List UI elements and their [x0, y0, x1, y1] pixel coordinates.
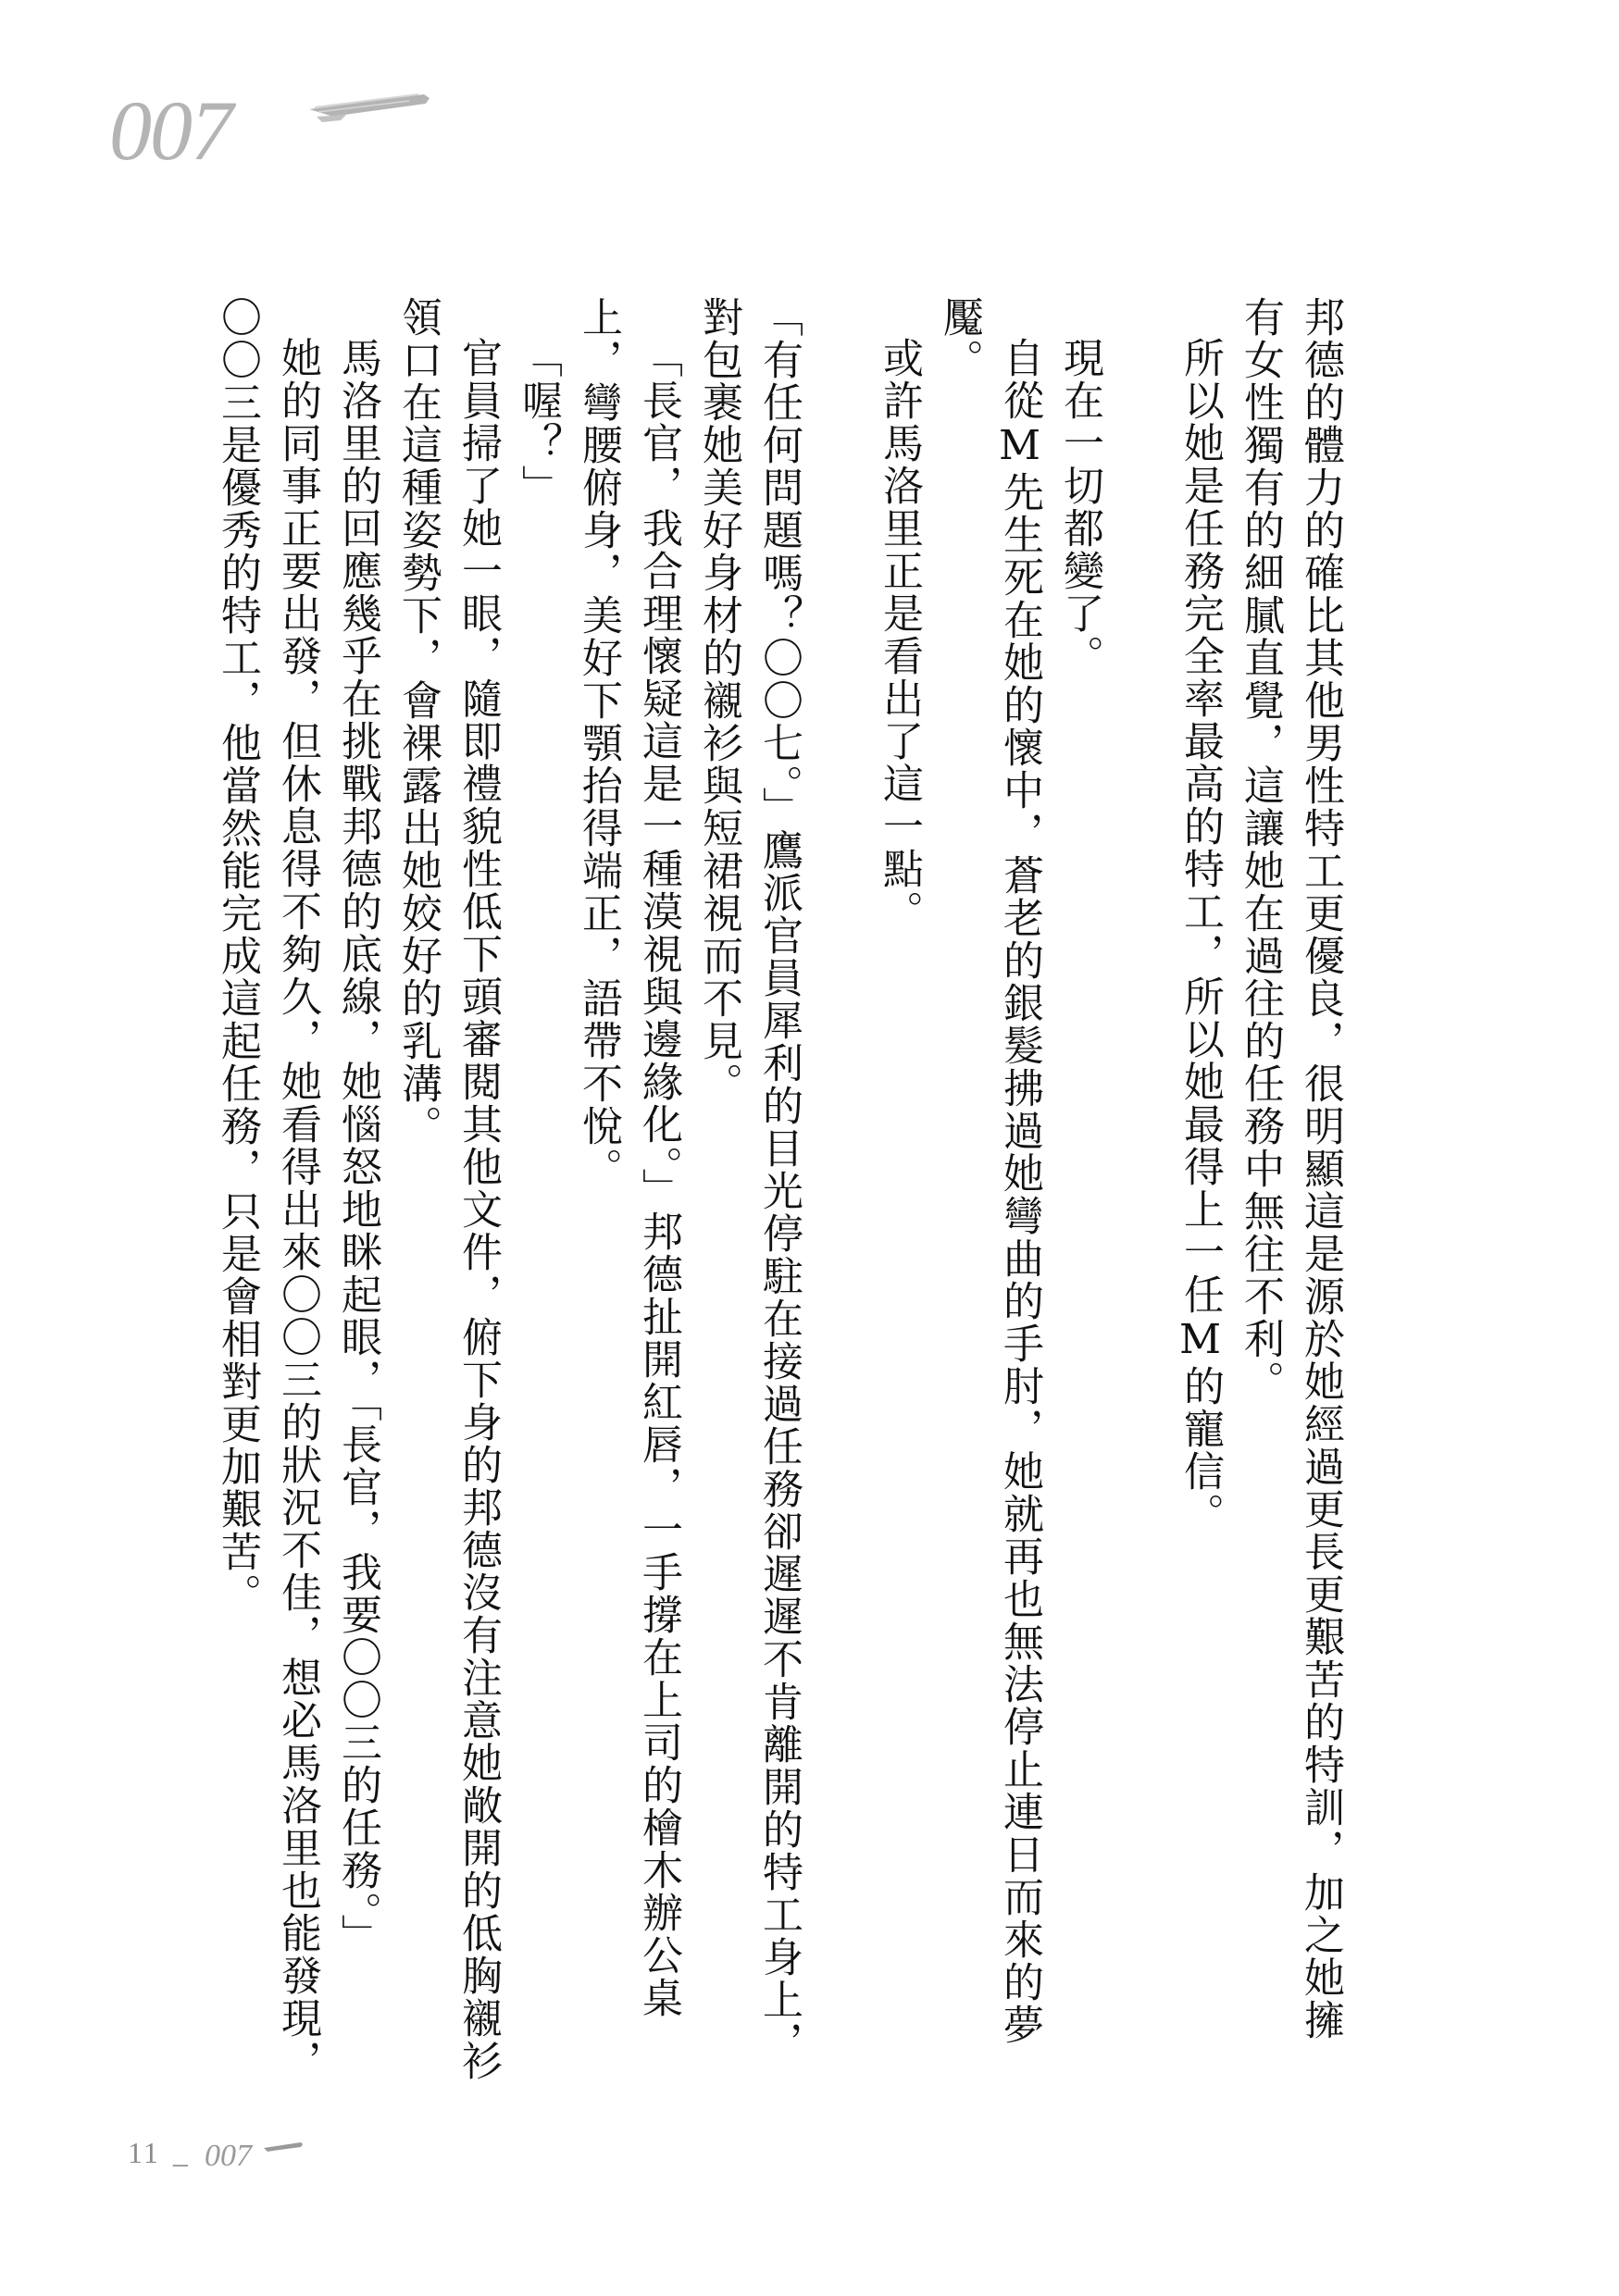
footer-logo-text: 007	[204, 2139, 252, 2173]
footer-007-logo	[203, 2132, 305, 2173]
007-gun-logo-icon	[104, 74, 437, 176]
paragraph-6: 「有任何問題嗎？〇〇七。」鷹派官員犀利的目光停駐在接過任務卻遲遲不肯離開的特工身上，對包裹她美好身材的襯衫與短裙視而不見。	[695, 296, 803, 2064]
page-number: 11	[128, 2135, 160, 2169]
paragraph-5: 或許馬洛里正是看出了這一點。	[876, 337, 923, 933]
paragraph-11: 她的同事正要出發，但休息得不夠久，她看得出來〇〇三的狀況不佳，想必馬洛里也能發現，〇〇三是優秀的特工，他當然能完成這起任務，只是會相對更加艱苦。	[214, 296, 321, 2082]
paragraph-9: 官員掃了她一眼，隨即禮貌性低下頭審閱其他文件，俯下身的邦德沒有注意她敞開的低胸襯衫領口在這種姿勢下，會裸露出她姣好的乳溝。	[394, 296, 502, 2082]
header-logo-text: 007	[109, 83, 231, 178]
header-007-logo	[104, 74, 437, 176]
paragraph-7: 「長官，我合理懷疑這是一種漠視與邊緣化。」邦德扯開紅唇，一手撐在上司的檜木辦公桌上，彎腰俯身，美好下顎抬得端正，語帶不悅。	[575, 296, 682, 2019]
paragraph-3: 現在一切都變了。	[1056, 337, 1103, 677]
paragraph-10: 馬洛里的回應幾乎在挑戰邦德的底線，她惱怒地眯起眼，「長官，我要〇〇三的任務。」	[334, 337, 381, 1956]
paragraph-1: 邦德的體力的確比其他男性特工更優良，很明顯這是源於她經過更長更艱苦的特訓，加之她擁有女性獨有的細膩直覺，這讓她在過往的任務中無往不利。	[1237, 296, 1344, 2042]
vertical-body-text	[214, 296, 1351, 2082]
paragraph-2: 所以她是任務完全率最高的特工，所以她最得上一任M的寵信。	[1177, 337, 1224, 1535]
footer-separator: _	[172, 2135, 190, 2169]
paragraph-4: 自從M先生死在她的懷中，蒼老的銀髮拂過她彎曲的手肘，她就再也無法停止連日而來的夢魘。	[936, 296, 1043, 2046]
paragraph-8: 「喔？」	[515, 337, 562, 507]
page-footer	[128, 2125, 305, 2180]
007-gun-logo-icon	[203, 2132, 305, 2173]
